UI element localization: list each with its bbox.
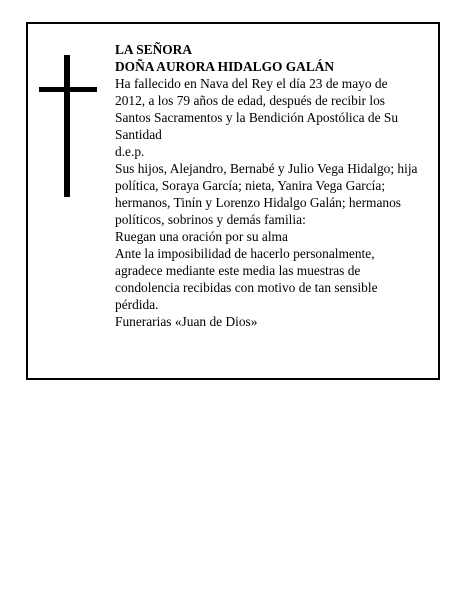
cross-horizontal-bar: [39, 87, 97, 92]
honorific-title: LA SEÑORA: [115, 42, 193, 57]
thanks-paragraph: Ante la imposibilidad de hacerlo personalmente, agradece mediante este media las muestras de condolencia recibidas con motivo de tan sensible pérdida.: [115, 246, 378, 312]
rest-in-peace-line: d.e.p.: [115, 144, 145, 159]
family-members-paragraph: Sus hijos, Alejandro, Bernabé y Julio Vega Hidalgo; hija política, Soraya García; nieta, Yanira Vega García; hermanos, Tinín y Lorenzo Hidalgo Galán; hermanos políticos, sobrinos y demás familia:: [115, 161, 418, 227]
prayer-request-line: Ruegan una oración por su alma: [115, 229, 288, 244]
obituary-text: [115, 41, 421, 330]
cross-vertical-bar: [64, 55, 70, 197]
obituary-notice: [26, 22, 440, 380]
funeral-home-line: Funerarias «Juan de Dios»: [115, 314, 258, 329]
death-details-paragraph: Ha fallecido en Nava del Rey el día 23 de mayo de 2012, a los 79 años de edad, después de recibir los Santos Sacramentos y la Bendición Apostólica de Su Santidad: [115, 76, 399, 142]
latin-cross-icon: [39, 55, 97, 197]
deceased-name: DOÑA AURORA HIDALGO GALÁN: [115, 59, 335, 74]
